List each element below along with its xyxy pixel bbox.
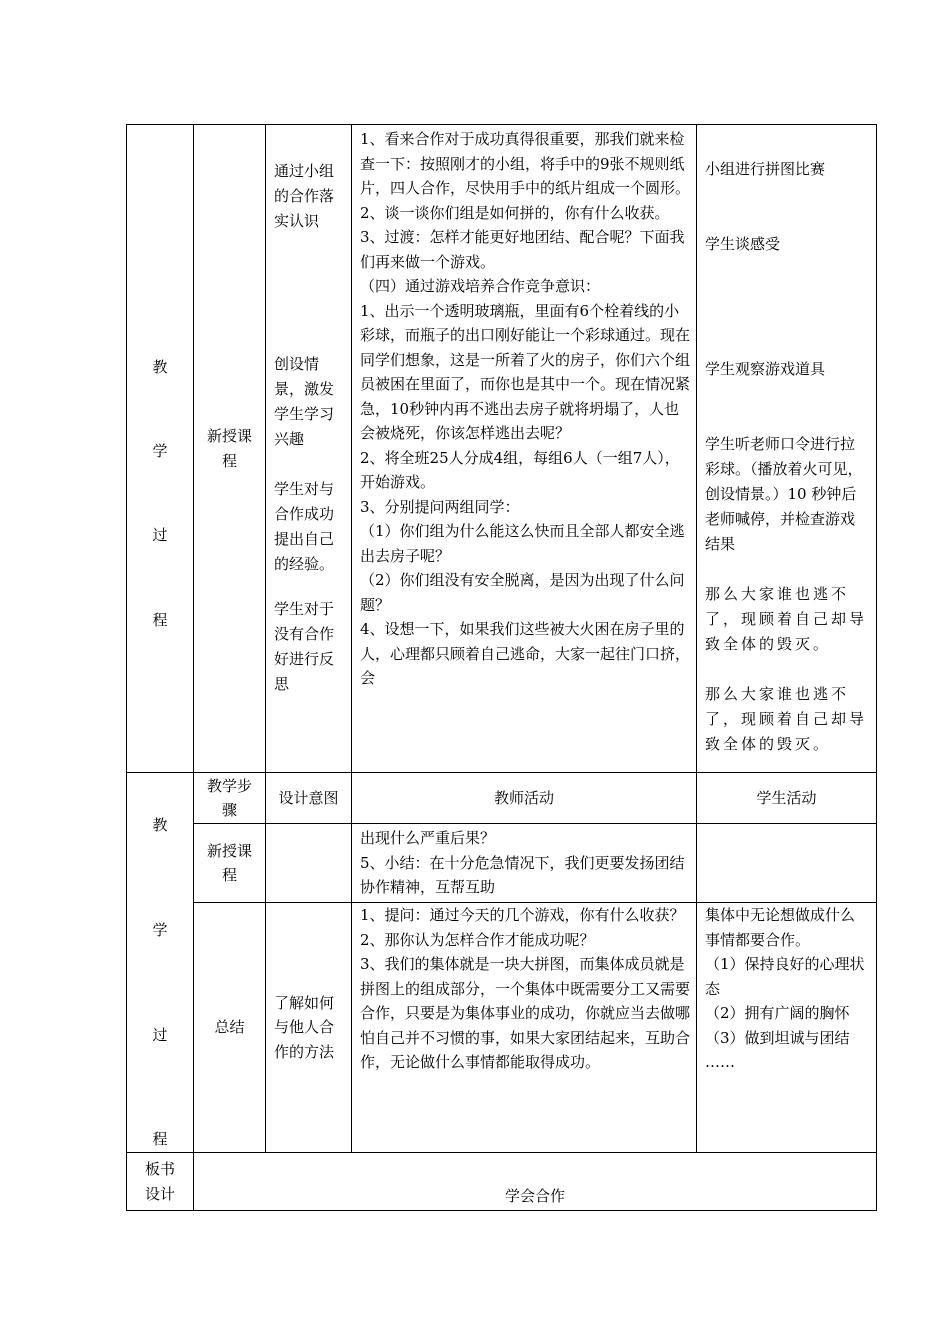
- table-header-row: [194, 773, 876, 824]
- intent-text: 创设情景，激发学生学习兴趣: [274, 355, 335, 448]
- step-cell: [194, 824, 266, 902]
- table-row: [127, 773, 876, 1153]
- header-teacher: 教师活动: [352, 773, 697, 823]
- intent-text: 了解如何与他人合作的方法: [274, 993, 335, 1061]
- teacher-line: （1）你们组为什么能这么快而且全部人都安全逃出去房子呢？: [360, 522, 685, 565]
- teacher-line: 1、提问：通过今天的几个游戏，你有什么收获？: [360, 906, 685, 924]
- teacher-line: （四）通过游戏培养合作竞争意识：: [360, 277, 601, 295]
- student-line: （1）保持良好的心理状态: [705, 955, 865, 998]
- teacher-line: 1、出示一个透明玻璃瓶，里面有6个栓着线的小彩球，而瓶子的出口刚好能让一个彩球通过。现在同学们想象，这是一所着了火的房子，你们六个组员被困在里面了，而你也是其中一个。现在情况紧急，10秒钟内再不逃出去房子就将坍塌了，人也会被烧死，你该怎样逃出去呢？: [360, 301, 691, 442]
- teacher-line: 2、谈一谈你们组是如何拼的，你有什么收获。: [360, 203, 670, 222]
- step-label: 新授课程: [206, 427, 252, 470]
- header-intent: 设计意图: [266, 773, 352, 823]
- teacher-activity-cell: [352, 125, 697, 772]
- step-label: 新授课程: [206, 841, 252, 884]
- student-line: （2）拥有广阔的胸怀: [705, 1004, 850, 1022]
- phase-char: 学: [152, 442, 168, 461]
- table-row: [194, 903, 876, 1152]
- teacher-line: 5、小结：在十分危急情况下，我们更要发扬团结协作精神，互帮互助: [360, 853, 685, 896]
- teacher-line: 3、我们的集体就是一块大拼图，而集体成员就是拼图上的组成部分，一个集体中既需要分工又需要合作，只要是为集体事业的成功，你就应当去做哪怕自己并不习惯的事，如果大家团结起来，互助合作，无论做什么事情都能取得成功。: [360, 955, 691, 1071]
- board-content: 学会合作: [504, 1186, 565, 1205]
- teacher-activity-cell: [352, 824, 697, 902]
- step-cell: [194, 903, 266, 1152]
- header-student: 学生活动: [756, 788, 817, 807]
- student-text: 那么大家谁也逃不了，现顾着自己却导致全体的毁灭。: [705, 685, 868, 753]
- phase-label: [127, 773, 194, 1152]
- step-label: 总结: [214, 1018, 245, 1037]
- table-row: [127, 125, 876, 773]
- student-text: 学生观察游戏道具: [705, 360, 826, 378]
- student-activity-cell: [697, 903, 876, 1152]
- intent-cell: [266, 824, 352, 902]
- student-text: 小组进行拼图比赛: [705, 160, 826, 178]
- student-activity-cell: [697, 824, 876, 902]
- table-row: [127, 1153, 876, 1210]
- teacher-line: 3、分别提问两组同学：: [360, 497, 520, 516]
- phase-label: [127, 125, 194, 772]
- teacher-line: （2）你们组没有安全脱离，是因为出现了什么问题？: [360, 571, 685, 614]
- phase-char: 教: [152, 357, 168, 376]
- phase-char: 过: [152, 1025, 168, 1044]
- teacher-line: 2、将全班25人分成4组，每组6人（一组7人），开始游戏。: [360, 448, 680, 491]
- teacher-line: 3、过渡：怎样才能更好地团结、配合呢？下面我们再来做一个游戏。: [360, 228, 685, 271]
- header-step: 教学步骤: [194, 773, 266, 823]
- teacher-line: 出现什么严重后果？: [360, 829, 496, 847]
- table-row: [194, 824, 876, 903]
- student-text: 学生谈感受: [705, 235, 781, 253]
- step-cell: [194, 125, 266, 772]
- student-line: （3）做到坦诚与团结: [705, 1028, 850, 1047]
- phase-char: 程: [152, 610, 168, 629]
- phase-char: 教: [152, 816, 168, 834]
- intent-text: 通过小组的合作落实认识: [274, 162, 335, 230]
- student-activity-cell: [697, 125, 876, 772]
- intent-cell: [266, 125, 352, 772]
- student-line: ……: [705, 1053, 735, 1071]
- teacher-line: 2、那你认为怎样合作才能成功呢？: [360, 930, 595, 949]
- phase-char: 过: [152, 526, 168, 545]
- teacher-line: 4、设想一下，如果我们这些被大火困在房子里的人，心理都只顾着自己逃命，大家一起往门口挤，会: [360, 620, 691, 687]
- board-label: 板书设计: [144, 1160, 175, 1203]
- student-text: 那么大家谁也逃不了，现顾着自己却导致全体的毁灭。: [705, 585, 868, 653]
- lesson-plan-table: [126, 124, 877, 1211]
- student-text: 学生听老师口令进行拉彩球。（播放着火可见，创设情景。）10 秒钟后老师喊停，并检查游戏结果: [705, 435, 863, 553]
- sub-table: [194, 773, 876, 1152]
- phase-char: 学: [152, 920, 168, 939]
- board-label-cell: [127, 1153, 194, 1210]
- student-line: 集体中无论想做成什么事情都要合作。: [705, 906, 856, 949]
- intent-text: 学生对与合作成功提出自己的经验。: [274, 480, 335, 573]
- phase-char: 程: [152, 1130, 168, 1149]
- teacher-line: 1、看来合作对于成功真得很重要，那我们就来检查一下：按照刚才的小组，将手中的9张不规则纸片，四人合作，尽快用手中的纸片组成一个圆形。: [360, 130, 691, 197]
- intent-cell: [266, 903, 352, 1152]
- intent-text: 学生对于没有合作好进行反思: [274, 600, 335, 693]
- board-content-cell: [194, 1153, 876, 1210]
- teacher-activity-cell: [352, 903, 697, 1152]
